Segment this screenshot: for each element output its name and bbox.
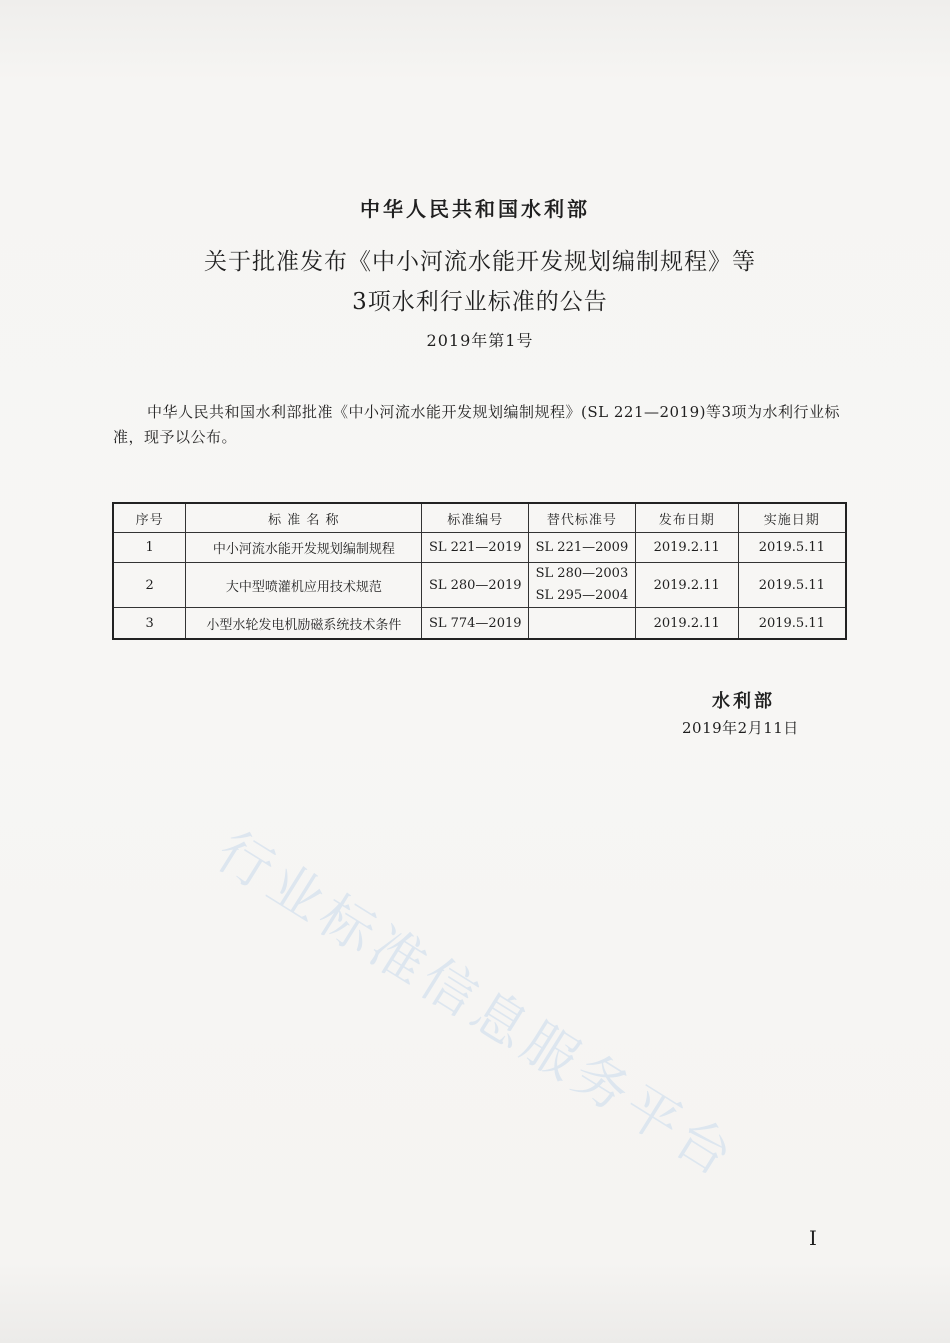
cell-replaces <box>529 533 636 563</box>
standards-table <box>112 502 847 640</box>
table-row <box>113 563 846 608</box>
table-row <box>113 608 846 640</box>
cell-code: SL 774—2019 <box>422 608 529 640</box>
cell-effective-date: 2019.5.11 <box>738 533 846 563</box>
cell-name: 大中型喷灌机应用技术规范 <box>186 563 422 608</box>
header-issue-date: 发布日期 <box>635 503 738 533</box>
header-name: 标 准 名 称 <box>186 503 422 533</box>
cell-name: 中小河流水能开发规划编制规程 <box>186 533 422 563</box>
signing-date: 2019年2月11日 <box>682 719 799 737</box>
header-replaces: 替代标准号 <box>529 503 636 533</box>
replaced-code: SL 221—2009 <box>535 539 629 555</box>
announcement-body: 中华人民共和国水利部批准《中小河流水能开发规划编制规程》(SL 221—2019)等3项为水利行业标准，现予以公布。 <box>113 403 841 446</box>
cell-no: 3 <box>113 608 186 640</box>
table-header-row <box>113 503 846 533</box>
issuing-ministry: 中华人民共和国水利部 <box>360 197 590 221</box>
replaced-code: SL 280—2003 <box>535 566 629 581</box>
signing-authority: 水利部 <box>712 691 775 712</box>
cell-replaces <box>529 563 636 608</box>
cell-name: 小型水轮发电机励磁系统技术条件 <box>186 608 422 640</box>
cell-effective-date: 2019.5.11 <box>738 563 846 608</box>
announcement-title-line-1: 关于批准发布《中小河流水能开发规划编制规程》等 <box>204 249 756 275</box>
header-no: 序号 <box>113 503 186 533</box>
cell-issue-date: 2019.2.11 <box>635 563 738 608</box>
announcement-title-line-2: 3项水利行业标准的公告 <box>352 289 608 315</box>
page-number: I <box>809 1226 817 1250</box>
header-code: 标准编号 <box>422 503 529 533</box>
table-row <box>113 533 846 563</box>
cell-replaces <box>529 608 636 640</box>
cell-issue-date: 2019.2.11 <box>635 608 738 640</box>
document-number: 2019年第1号 <box>426 331 534 350</box>
cell-issue-date: 2019.2.11 <box>635 533 738 563</box>
cell-no: 2 <box>113 563 186 608</box>
watermark: 行业标准信息服务平台 <box>205 819 748 1191</box>
header-effective-date: 实施日期 <box>738 503 846 533</box>
cell-no: 1 <box>113 533 186 563</box>
cell-effective-date: 2019.5.11 <box>738 608 846 640</box>
cell-code: SL 221—2019 <box>422 533 529 563</box>
cell-code: SL 280—2019 <box>422 563 529 608</box>
replaced-code: SL 295—2004 <box>535 588 629 603</box>
